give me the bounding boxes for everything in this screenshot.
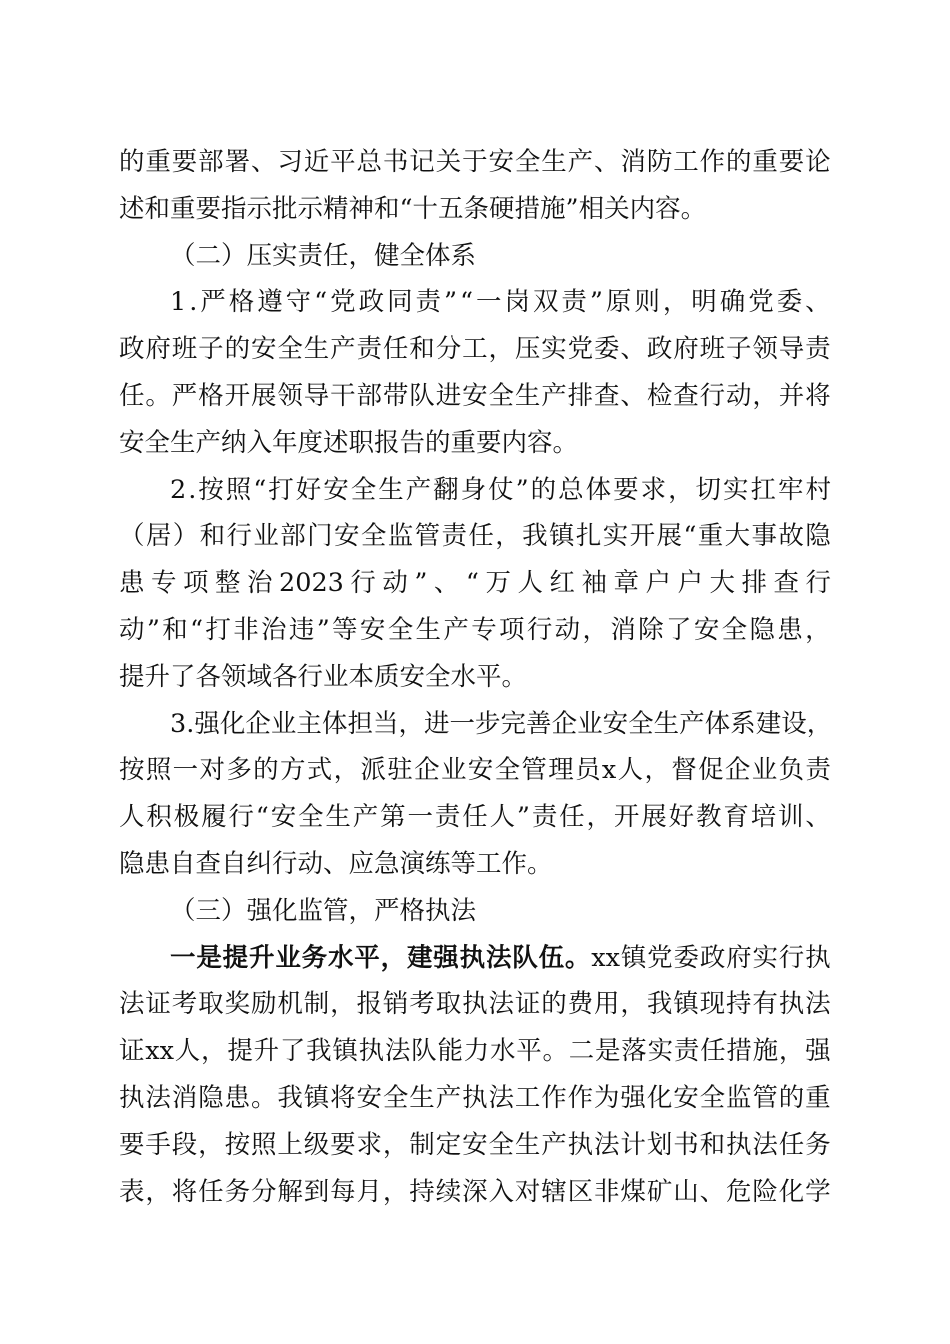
text-line: 1 . 严 格 遵 守 “ 党 政 同 责 ” “ 一 岗 双 责 ” 原 则 ， 明 确 党 委 、: [170, 287, 831, 318]
text-line: 提升了各领域各行业本质安全水平。: [119, 661, 528, 692]
text-line: （ 居 ） 和 行 业 部 门 安 全 监 管 责 任 ， 我 镇 扎 实 开 展 “ 重 大 事 故 隐: [119, 521, 831, 552]
section-heading: （二）压实责任，健全体系: [170, 240, 477, 271]
text-line: 执 法 消 隐 患 。 我 镇 将 安 全 生 产 执 法 工 作 作 为 强 化 安 全 监 管 的 重: [119, 1082, 831, 1113]
text-line: 一 是 提 升 业 务 水 平 ， 建 强 执 法 队 伍 。 xx 镇 党 委 政 府 实 行 执: [170, 942, 831, 973]
text-line: 2 . 按 照 “ 打 好 安 全 生 产 翻 身 仗 ” 的 总 体 要 求 ， 切 实 扛 牢 村: [170, 474, 831, 505]
text-line: 任 。 严 格 开 展 领 导 干 部 带 队 进 安 全 生 产 排 查 、 检 查 行 动 ， 并 将: [119, 380, 831, 411]
text-line: 证 xx 人 ， 提 升 了 我 镇 执 法 队 能 力 水 平 。 二 是 落 实 责 任 措 施 ， 强: [119, 1036, 831, 1067]
text-line: 要 手 段 ， 按 照 上 级 要 求 ， 制 定 安 全 生 产 执 法 计 划 书 和 执 法 任 务: [119, 1129, 831, 1160]
text-line: 患 专 项 整 治 2023 行 动 ” 、 “ 万 人 红 袖 章 户 户 大 排 查 行: [119, 568, 831, 599]
text-line: 隐患自查自纠行动、应急演练等工作。: [119, 848, 553, 879]
text-line: 表 ， 将 任 务 分 解 到 每 月 ， 持 续 深 入 对 辖 区 非 煤 矿 山 、 危 险 化 学: [119, 1176, 831, 1207]
text-line: 法 证 考 取 奖 励 机 制 ， 报 销 考 取 执 法 证 的 费 用 ， 我 镇 现 持 有 执 法: [119, 989, 831, 1020]
text-line: 安全生产纳入年度述职报告的重要内容。: [119, 427, 579, 458]
text-line: 动 ” 和 “ 打 非 治 违 ” 等 安 全 生 产 专 项 行 动 ， 消 除 了 安 全 隐 患 ，: [119, 614, 831, 645]
text-line: 政 府 班 子 的 安 全 生 产 责 任 和 分 工 ， 压 实 党 委 、 政 府 班 子 领 导 责: [119, 334, 831, 365]
text-line: 人 积 极 履 行 “ 安 全 生 产 第 一 责 任 人 ” 责 任 ， 开 展 好 教 育 培 训 、: [119, 802, 831, 833]
text-line: 的 重 要 部 署 、 习 近 平 总 书 记 关 于 安 全 生 产 、 消 防 工 作 的 重 要 论: [119, 147, 831, 177]
text-line: 按 照 一 对 多 的 方 式 ， 派 驻 企 业 安 全 管 理 员 x 人 ， 督 促 企 业 负 责: [119, 755, 831, 786]
text-line: 述和重要指示批示精神和“十五条硬措施”相关内容。: [119, 193, 707, 224]
document-body: [119, 139, 831, 1215]
section-heading: （三）强化监管，严格执法: [170, 895, 477, 926]
text-line: 3 . 强 化 企 业 主 体 担 当 ， 进 一 步 完 善 企 业 安 全 生 产 体 系 建 设 ，: [170, 708, 833, 739]
